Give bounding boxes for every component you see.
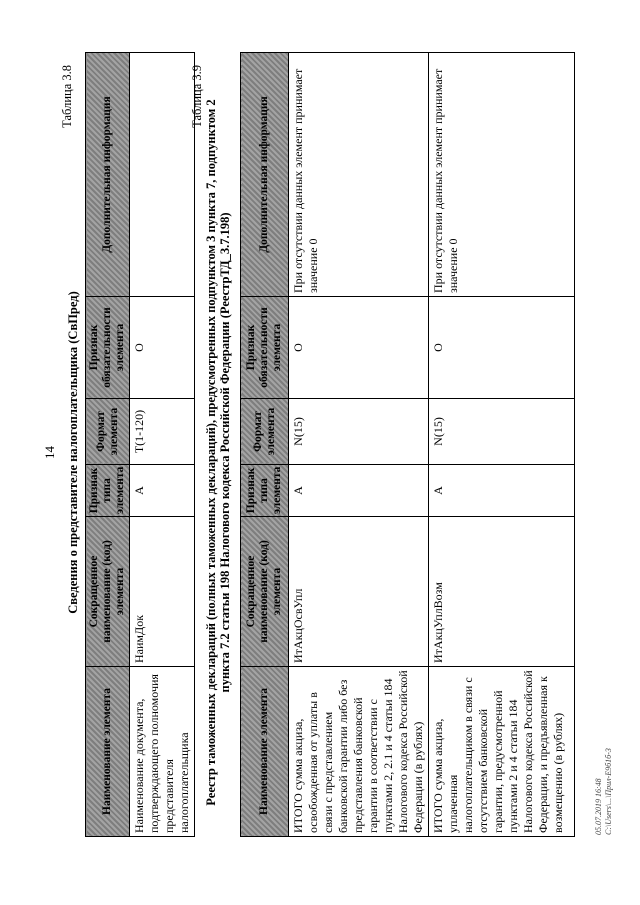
cell: Т(1-120) (130, 399, 195, 465)
header-cell: Дополнительная информация (241, 53, 289, 297)
page-number: 14 (42, 446, 57, 459)
table-row (289, 53, 429, 837)
cell: А (130, 465, 195, 517)
header-cell: Формат элемента (241, 399, 289, 465)
table-3-8 (85, 52, 195, 837)
cell: Наименование документа, подтверждающего полномочия представителя налогоплательщика (130, 667, 195, 837)
header-cell: Признак обязательности элемента (86, 297, 130, 399)
file-stamp-date: 05.07.2019 16:48 (594, 778, 603, 835)
table-3-9-label: Таблица 3.9 (190, 65, 204, 128)
table-row (429, 53, 575, 837)
table-3-8-label: Таблица 3.8 (60, 65, 74, 128)
file-stamp-path: С:\Users\...\Прил-Е9б1б-3 (604, 748, 613, 835)
table-3-8-header-row (86, 53, 130, 837)
table-3-9-header-row (241, 53, 289, 837)
header-cell: Признак типа элемента (86, 465, 130, 517)
cell: ИтАкцОсвУпл (289, 517, 429, 667)
cell: ИТОГО сумма акциза, освобожденная от уплаты в связи с представлением банковской гарантии либо без представления банковской гарантии в соответствии с пунктами 2, 2.1 и 4 статьи 184 Налогового кодекса Российской Федерации (в рублях) (289, 667, 429, 837)
table-3-8-title: Сведения о представителе налогоплательщика (СвПред) (66, 291, 80, 614)
cell: НаимДок (130, 517, 195, 667)
cell: О (429, 297, 575, 399)
header-cell: Сокращенное наименование (код) элемента (241, 517, 289, 667)
cell (130, 53, 195, 297)
table-3-9-title-line1: Реестр таможенных деклараций (полных таможенных деклараций), предусмотренных подпунктом 3 пункта 7, подпунктом 2 (204, 99, 218, 806)
cell: А (429, 465, 575, 517)
header-cell: Сокращенное наименование (код) элемента (86, 517, 130, 667)
table-3-9 (240, 52, 575, 837)
cell: N(15) (289, 399, 429, 465)
cell: При отсутствии данных элемент принимает значение 0 (429, 53, 575, 297)
file-stamp (594, 575, 614, 835)
cell: При отсутствии данных элемент принимает значение 0 (289, 53, 429, 297)
table-3-9-title-line2: пункта 7.2 статьи 198 Налогового кодекса Российской Федерации (РеестрТД_3.7.198) (218, 212, 232, 693)
header-cell: Дополнительная информация (86, 53, 130, 297)
header-cell: Наименование элемента (86, 667, 130, 837)
table-row (130, 53, 195, 837)
cell: ИТОГО сумма акциза, уплаченная налогоплательщиком в связи с отсутствием банковской гарантии, предусмотренной пунктами 2 и 4 статьи 184 Налогового кодекса Российской Федерации, и предъявленная к возмещению (в рублях) (429, 667, 575, 837)
header-cell: Формат элемента (86, 399, 130, 465)
header-cell: Наименование элемента (241, 667, 289, 837)
cell: N(15) (429, 399, 575, 465)
header-cell: Признак обязательности элемента (241, 297, 289, 399)
cell: А (289, 465, 429, 517)
cell: О (289, 297, 429, 399)
cell: ИтАкцУплВозм (429, 517, 575, 667)
cell: О (130, 297, 195, 399)
header-cell: Признак типа элемента (241, 465, 289, 517)
